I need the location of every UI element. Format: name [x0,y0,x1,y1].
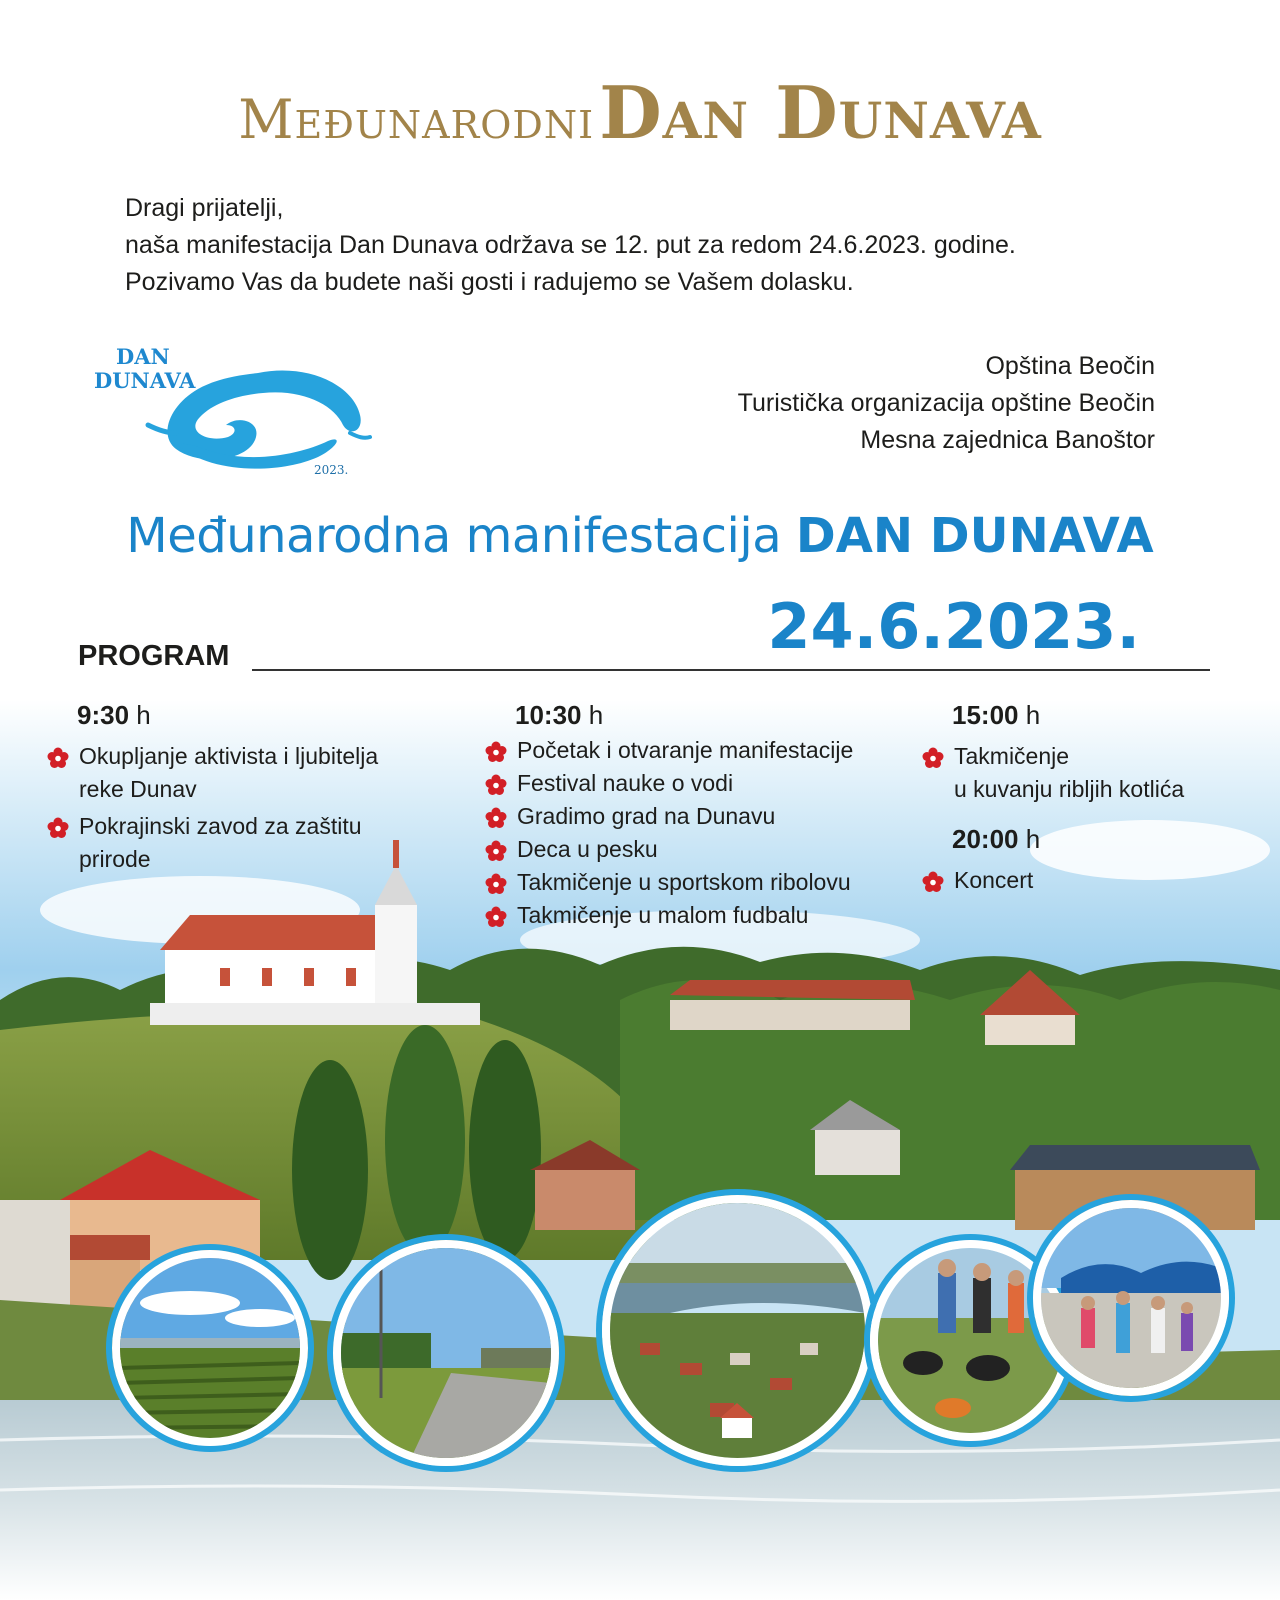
program-column-1 [47,700,378,880]
program-item: Gradimo grad na Dunavu [485,800,853,833]
program-time: 20:00 h [952,824,1041,854]
red-flower-icon [485,873,507,895]
event-date: 24.6.2023. [767,590,1140,663]
program-label: PROGRAM [78,640,230,672]
red-flower-icon [485,807,507,829]
program-column-3 [922,700,1184,897]
program-column-2 [485,700,853,932]
photo-aerial-village [602,1195,873,1466]
dan-dunava-logo [88,345,388,485]
logo-year: 2023. [314,463,349,477]
program-item: Početak i otvaranje manifestacije [485,734,853,767]
program-time: 9:30 h [77,700,151,730]
main-title-part1: Međunarodni [238,88,595,151]
program-item: Pokrajinski zavod za zaštitu prirode [47,810,378,876]
greeting-line: naša manifestacija Dan Dunava održava se 12. put za redom 24.6.2023. godine. [125,231,1016,259]
program-item: Deca u pesku [485,833,853,866]
program-item: Okupljanje aktivista i ljubitelja reke Dunav [47,740,378,806]
red-flower-icon [485,840,507,862]
program-divider [252,669,1210,671]
red-flower-icon [485,774,507,796]
program-item: Takmičenje u sportskom ribolovu [485,866,853,899]
event-title-light: Međunarodna manifestacija [126,508,796,564]
logo-text-dan: DAN [116,344,170,369]
program-time: 10:30 h [515,700,604,730]
greeting-text [125,190,1225,301]
main-title-part2: Dan Dunava [599,70,1042,155]
event-title-bold: DAN DUNAVA [795,508,1154,564]
photo-vineyard [112,1250,308,1446]
program-time: 15:00 h [952,700,1041,730]
red-flower-icon [922,747,944,769]
program-item: Festival nauke o vodi [485,767,853,800]
organizer-item: Opština Beočin [985,352,1155,380]
photo-children-festival [1033,1200,1229,1396]
logo-text-dunava: DUNAVA [94,368,196,393]
program-item: Takmičenje u malom fudbalu [485,899,853,932]
photo-sports-field [333,1240,559,1466]
red-flower-icon [485,906,507,928]
organizer-item: Turistička organizacija opštine Beočin [737,389,1155,417]
organizer-item: Mesna zajednica Banoštor [860,426,1155,454]
program-item: Takmičenje u kuvanju ribljih kotlića [922,740,1184,806]
red-flower-icon [922,871,944,893]
event-heading [0,508,1280,564]
greeting-line: Dragi prijatelji, [125,194,284,222]
main-title [0,70,1280,155]
organizers-list [738,348,1155,459]
red-flower-icon [47,817,69,839]
red-flower-icon [485,741,507,763]
greeting-line: Pozivamo Vas da budete naši gosti i radujemo se Vašem dolasku. [125,268,854,296]
program-item: Koncert [922,864,1184,897]
red-flower-icon [47,747,69,769]
